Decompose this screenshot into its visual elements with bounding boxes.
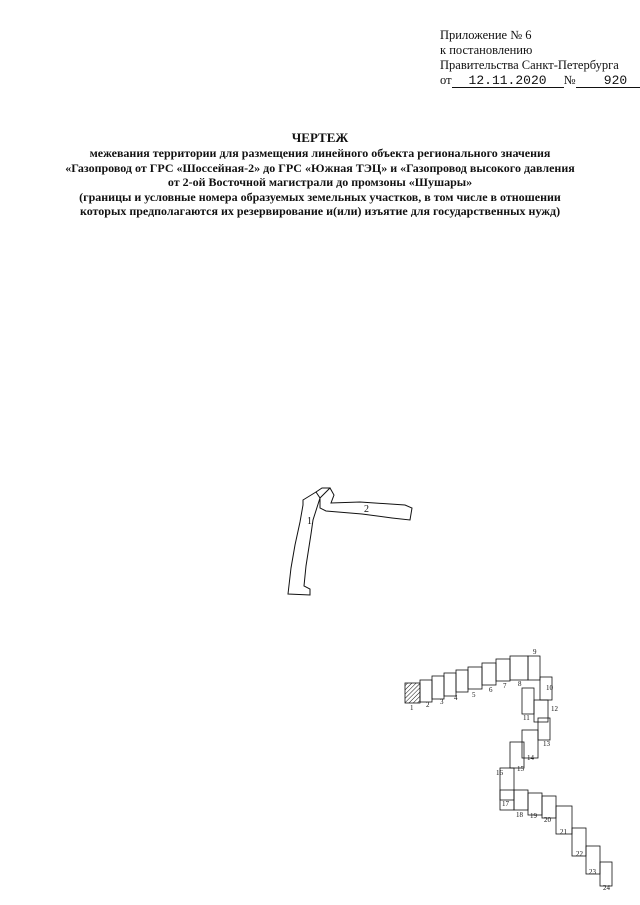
parcel-shape bbox=[514, 790, 528, 810]
parcel-shape-hatched bbox=[405, 683, 420, 703]
appendix-line-2: к постановлению bbox=[440, 43, 533, 57]
parcel-shape bbox=[542, 796, 556, 818]
decree-date: 12.11.2020 bbox=[452, 74, 564, 88]
parcel-label: 21 bbox=[560, 828, 567, 836]
parcel-shape bbox=[496, 659, 510, 681]
parcel-shape bbox=[510, 656, 528, 680]
parcel-shape bbox=[534, 700, 548, 722]
parcel-shape bbox=[522, 688, 534, 714]
parcel-label: 18 bbox=[516, 811, 523, 819]
parcel-label: 22 bbox=[576, 850, 583, 858]
parcel-label: 12 bbox=[551, 705, 558, 713]
parcel-shape bbox=[420, 680, 432, 702]
parcel-label: 8 bbox=[518, 680, 522, 688]
parcel-shape bbox=[432, 676, 444, 699]
parcel-shape bbox=[600, 862, 612, 886]
upper-parcels bbox=[288, 488, 412, 595]
title-line-2: «Газопровод от ГРС «Шоссейная-2» до ГРС «Южная ТЭЦ» и «Газопровод высокого давления bbox=[65, 160, 575, 175]
parcel-label: 16 bbox=[496, 769, 503, 777]
parcel-label: 14 bbox=[527, 754, 534, 762]
title-line-3: от 2-ой Восточной магистрали до промзоны «Шушары» bbox=[167, 175, 473, 189]
parcel-shape bbox=[482, 663, 496, 685]
appendix-line-3: Правительства Санкт-Петербурга bbox=[440, 58, 619, 72]
from-label: от bbox=[440, 73, 452, 87]
parcel-label: 7 bbox=[503, 682, 507, 690]
parcel-label: 13 bbox=[543, 740, 550, 748]
number-label: № bbox=[563, 73, 576, 87]
parcel-shape-1 bbox=[288, 492, 320, 595]
parcel-label: 24 bbox=[603, 884, 610, 892]
title-line-5: которых предполагаются их резервирование и(или) изъятие для государственных нужд) bbox=[79, 204, 561, 218]
parcel-label: 23 bbox=[589, 868, 596, 876]
parcel-label: 19 bbox=[530, 812, 537, 820]
parcel-shape bbox=[456, 670, 468, 692]
title-line-1: межевания территории для размещения линейного объекта регионального значения bbox=[89, 146, 551, 160]
parcel-shape bbox=[528, 656, 540, 680]
parcel-label: 6 bbox=[489, 686, 493, 694]
decree-number: 920 bbox=[576, 74, 640, 88]
lower-parcel-labels bbox=[410, 648, 611, 892]
upper-parcel-label: 2 bbox=[364, 504, 369, 515]
parcel-label: 11 bbox=[523, 714, 530, 722]
parcel-label: 5 bbox=[472, 691, 476, 699]
parcel-label: 9 bbox=[533, 648, 537, 656]
title-line-4: (границы и условные номера образуемых земельных участков, в том числе в отношении bbox=[79, 189, 561, 204]
upper-parcel-label: 1 bbox=[307, 516, 312, 527]
parcel-label: 4 bbox=[454, 694, 458, 702]
parcel-label: 1 bbox=[410, 704, 414, 712]
title-heading: ЧЕРТЕЖ bbox=[291, 130, 349, 145]
parcel-label: 17 bbox=[502, 800, 509, 808]
parcel-shape bbox=[444, 673, 456, 696]
parcel-label: 3 bbox=[440, 698, 444, 706]
parcel-label: 2 bbox=[426, 701, 430, 709]
appendix-line-1: Приложение № 6 bbox=[440, 28, 532, 42]
parcel-label: 15 bbox=[517, 765, 524, 773]
parcel-label: 20 bbox=[544, 816, 551, 824]
parcel-shape bbox=[468, 667, 482, 689]
parcel-label: 10 bbox=[546, 684, 553, 692]
